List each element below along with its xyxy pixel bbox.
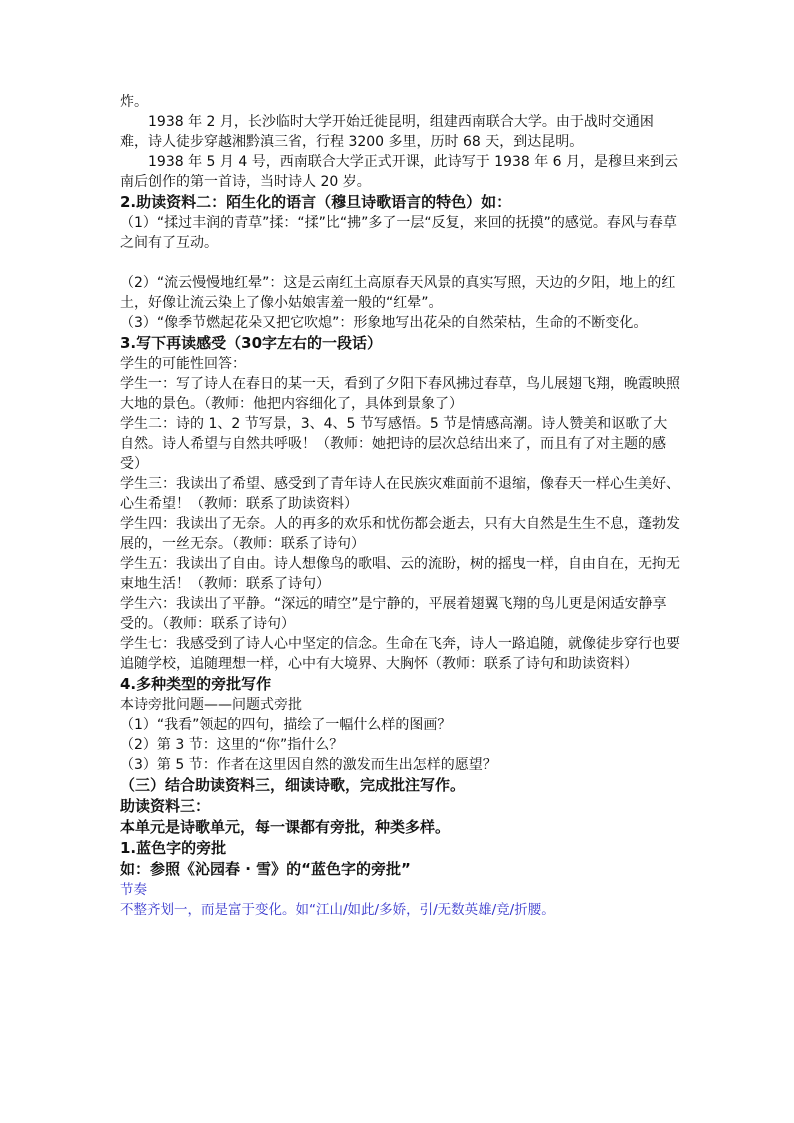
document-page (120, 92, 680, 920)
paragraph-continuation: 炸。 (120, 94, 148, 110)
unit-description: 本单元是诗歌单元，每一课都有旁批，种类多样。 (120, 818, 451, 836)
annotation-question-title: 本诗旁批问题——问题式旁批 (120, 697, 302, 713)
student-answer-6: 学生六：我读出了平静。“深远的晴空”是宁静的，平展着翅翼飞翔的鸟儿更是闲适安静享受的。（教师：联系了诗句） (120, 596, 667, 632)
note-item-1: （1）“揉过丰润的青草”揉：“揉”比“拂”多了一层“反复，来回的抚摸”的感觉。春风与春草之间有了互动。 (120, 215, 677, 251)
student-answer-5: 学生五：我读出了自由。诗人想像鸟的歌唱、云的流盼，树的摇曳一样，自由自在，无拘无束地生活！（教师：联系了诗句） (120, 556, 680, 592)
heading-reading-feelings: 3.写下再读感受（30字左右的一段话） (120, 334, 383, 352)
note-item-3: （3）“像季节燃起花朵又把它吹熄”：形象地写出花朵的自然荣枯，生命的不断变化。 (120, 315, 648, 331)
student-answer-7: 学生七：我感受到了诗人心中坚定的信念。生命在飞奔，诗人一路追随，就像徒步穿行也要追随学校，追随理想一样，心中有大境界、大胸怀（教师：联系了诗句和助读资料） (120, 636, 680, 672)
blue-annotation-title: 节奏 (120, 882, 147, 898)
paragraph-1938-may: 1938 年 5 月 4 号，西南联合大学正式开课，此诗写于 1938 年 6 月，是穆旦来到云南后创作的第一首诗，当时诗人 20 岁。 (120, 154, 679, 190)
question-2: （2）第 3 节：这里的“你”指什么？ (120, 737, 344, 753)
note-item-2: （2）“流云慢慢地红晕”：这是云南红土高原春天风景的真实写照，天边的夕阳，地上的红土，好像让流云染上了像小姑娘害羞一般的“红晕”。 (120, 275, 676, 311)
heading-blue-annotation: 1.蓝色字的旁批 (120, 839, 227, 857)
section-three-heading: （三）结合助读资料三，细读诗歌，完成批注写作。 (120, 776, 466, 794)
heading-material-two: 2.助读资料二：陌生化的语言（穆旦诗歌语言的特色）如： (120, 193, 512, 211)
blue-annotation-text: 不整齐划一，而是富于变化。如“江山/如此/多娇，引/无数英雄/竞/折腰。 (120, 902, 555, 918)
student-answer-4: 学生四：我读出了无奈。人的再多的欢乐和忧伤都会逝去，只有大自然是生生不息，蓬勃发展的，一丝无奈。（教师：联系了诗句） (120, 516, 680, 552)
question-1: （1）“我看”领起的四句，描绘了一幅什么样的图画？ (120, 717, 452, 733)
student-answer-3: 学生三：我读出了希望、感受到了青年诗人在民族灾难面前不退缩，像春天一样心生美好、心生希望！（教师：联系了助读资料） (120, 476, 680, 512)
blank-line (120, 253, 680, 273)
student-answer-1: 学生一：写了诗人在春日的某一天，看到了夕阳下春风拂过春草，鸟儿展翅飞翔，晚霞映照大地的景色。（教师：他把内容细化了，具体到景象了） (120, 376, 680, 412)
heading-annotation-types: 4.多种类型的旁批写作 (120, 675, 272, 693)
paragraph-1938-february: 1938 年 2 月，长沙临时大学开始迁徙昆明，组建西南联合大学。由于战时交通困难，诗人徒步穿越湘黔滇三省，行程 3200 多里，历时 68 天，到达昆明。 (120, 114, 654, 150)
example-reference: 如：参照《沁园春 · 雪》的“蓝色字的旁批” (120, 860, 411, 878)
question-3: （3）第 5 节：作者在这里因自然的激发而生出怎样的愿望？ (120, 757, 497, 773)
heading-material-three: 助读资料三： (120, 797, 211, 815)
possible-answers-label: 学生的可能性回答： (120, 356, 246, 372)
student-answer-2: 学生二：诗的 1、2 节写景，3、4、5 节写感悟。5 节是情感高潮。诗人赞美和讴歌了大自然。诗人希望与自然共呼吸！（教师：她把诗的层次总结出来了，而且有了对主题的感受） (120, 416, 668, 472)
